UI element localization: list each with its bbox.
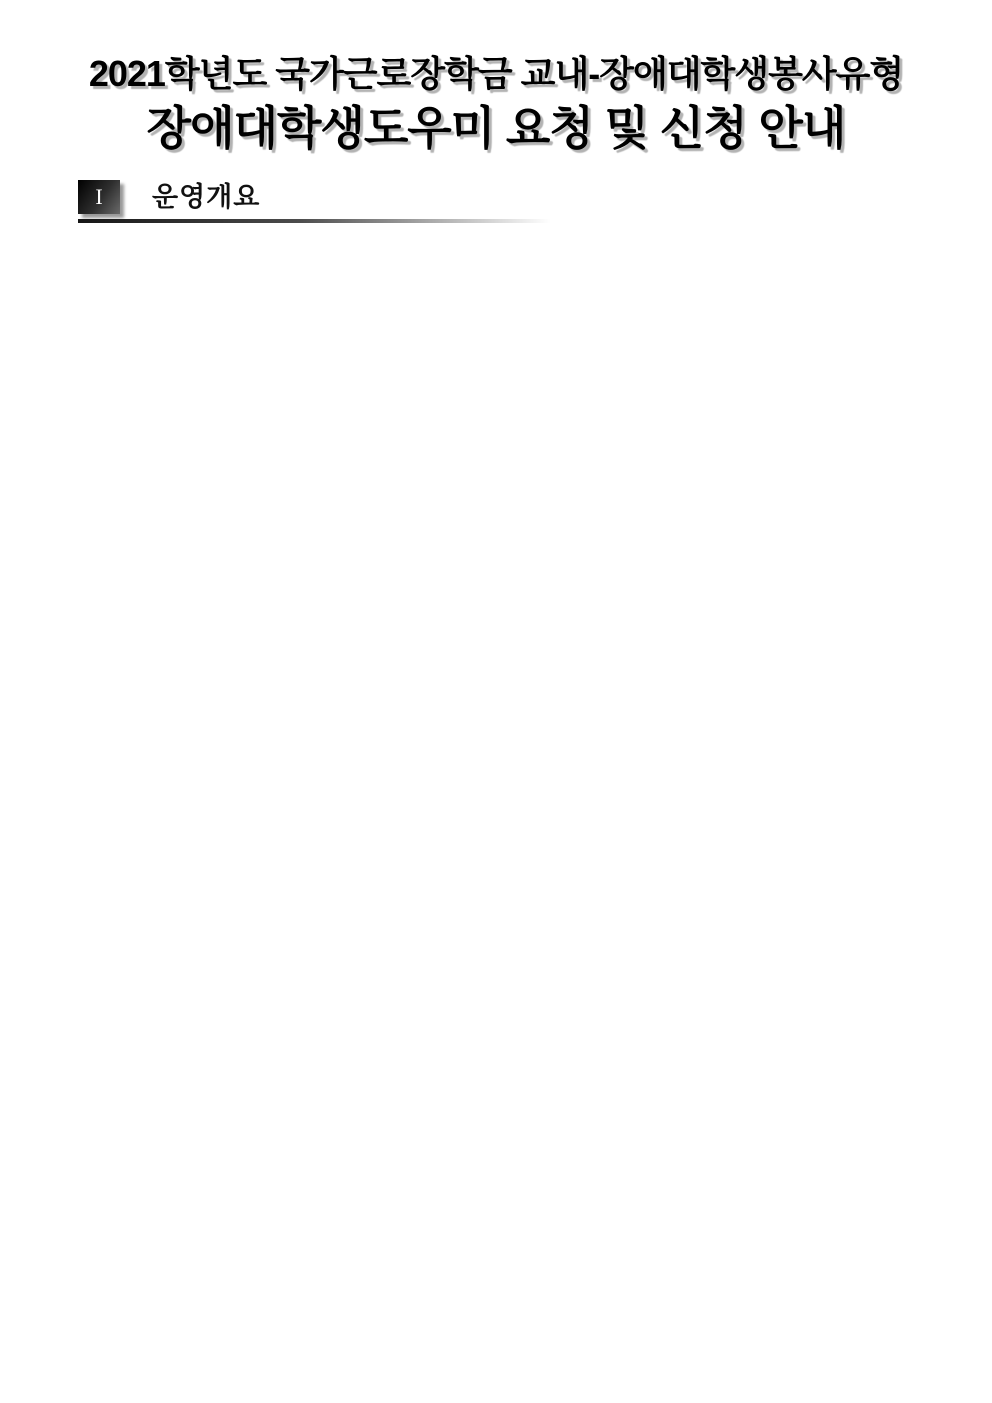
top-bar-yellow-segment bbox=[496, 28, 920, 38]
top-bar-blue-segment bbox=[72, 28, 496, 38]
section-numeral-box bbox=[78, 180, 120, 214]
top-accent-bar bbox=[72, 28, 920, 38]
title-underline-bar bbox=[72, 150, 920, 158]
mid-bar-green-segment bbox=[72, 150, 496, 158]
section-underline-rule bbox=[78, 219, 570, 223]
section-heading bbox=[78, 180, 260, 216]
section-numeral: I bbox=[95, 184, 103, 209]
document-title-line2: 장애대학생도우미 요청 및 신청 안내 bbox=[146, 102, 846, 154]
mid-bar-red-segment bbox=[496, 150, 920, 158]
document-title-line1: 2021학년도 국가근로장학금 교내-장애대학생봉사유형 bbox=[88, 53, 904, 94]
section-title: 운영개요 bbox=[152, 182, 261, 212]
